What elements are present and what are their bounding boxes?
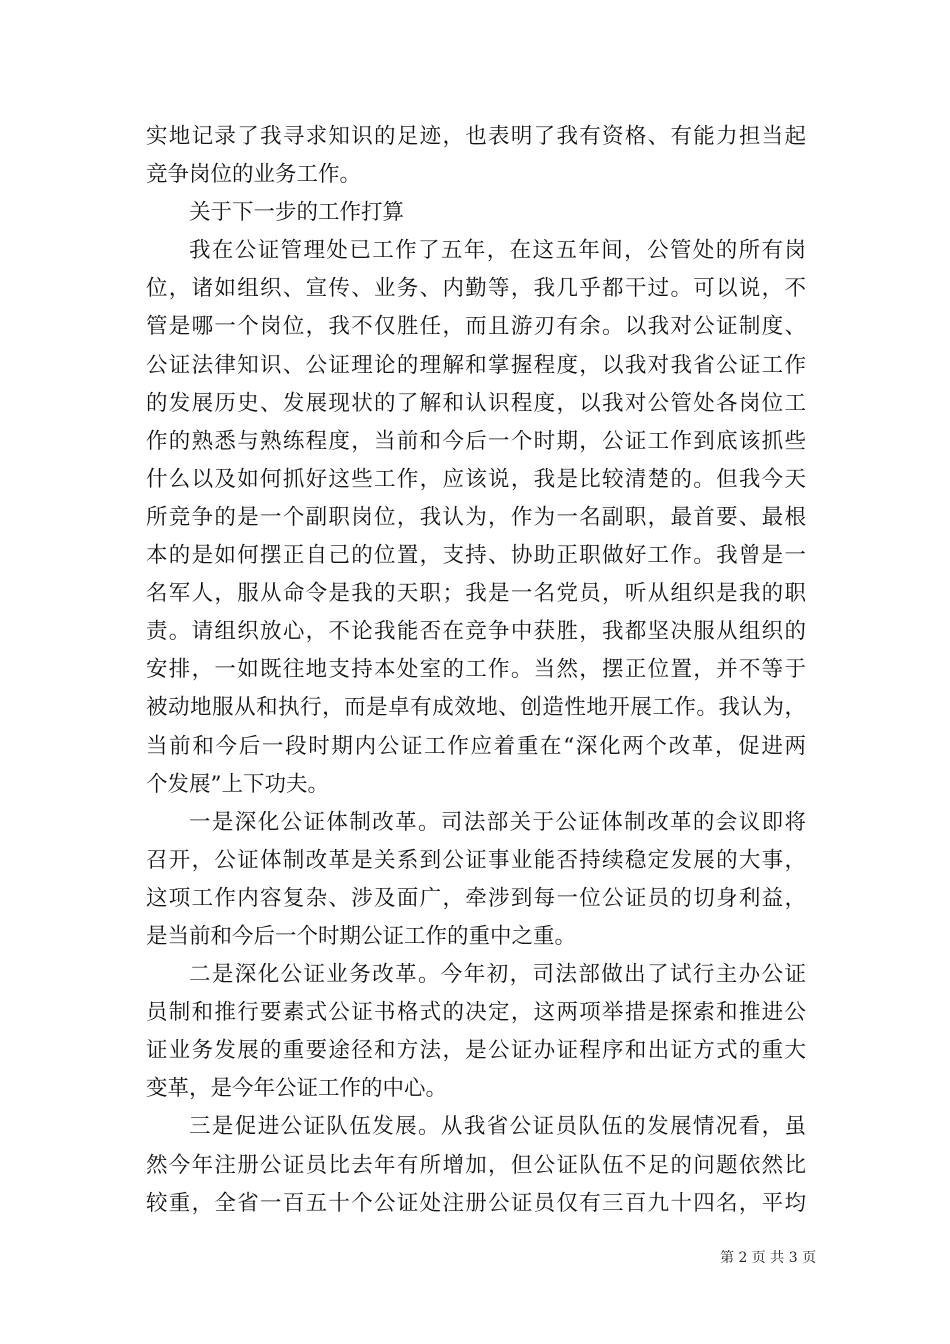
text-line: 当前和今后一段时期内公证工作应着重在“深化两个改革，促进两 bbox=[146, 733, 806, 759]
text-line: 一是深化公证体制改革。司法部关于公证体制改革的会议即将 bbox=[189, 809, 806, 835]
text-line: 变革，是今年公证工作的中心。 bbox=[146, 1076, 448, 1102]
text-line: 证业务发展的重要途径和方法，是公证办证程序和出证方式的重大 bbox=[146, 1038, 806, 1064]
text-line: 个发展”上下功夫。 bbox=[146, 771, 329, 797]
text-line: 然今年注册公证员比去年有所增加，但公证队伍不足的问题依然比 bbox=[146, 1152, 806, 1178]
text-line: 竞争岗位的业务工作。 bbox=[146, 162, 362, 188]
page-number: 第 2 页 共 3 页 bbox=[720, 1250, 817, 1266]
text-line: 责。请组织放心，不论我能否在竞争中获胜，我都坚决服从组织的 bbox=[146, 619, 806, 645]
text-line: 所竞争的是一个副职岗位，我认为，作为一名副职，最首要、最根 bbox=[146, 504, 806, 530]
text-line: 召开，公证体制改革是关系到公证事业能否持续稳定发展的大事， bbox=[146, 847, 806, 873]
text-line: 较重，全省一百五十个公证处注册公证员仅有三百九十四名，平均 bbox=[146, 1190, 806, 1216]
text-line: 位，诸如组织、宣传、业务、内勤等，我几乎都干过。可以说，不 bbox=[146, 276, 806, 302]
text-line: 本的是如何摆正自己的位置，支持、协助正职做好工作。我曾是一 bbox=[146, 543, 806, 569]
document-body bbox=[146, 118, 806, 1223]
text-line: 是当前和今后一个时期公证工作的重中之重。 bbox=[146, 923, 577, 949]
text-line: 公证法律知识、公证理论的理解和掌握程度，以我对我省公证工作 bbox=[146, 352, 806, 378]
text-line: 的发展历史、发展现状的了解和认识程度，以我对公管处各岗位工 bbox=[146, 390, 806, 416]
text-line: 安排，一如既往地支持本处室的工作。当然，摆正位置，并不等于 bbox=[146, 657, 806, 683]
text-line: 这项工作内容复杂、涉及面广，牵涉到每一位公证员的切身利益， bbox=[146, 885, 806, 911]
text-line: 员制和推行要素式公证书格式的决定，这两项举措是探索和推进公 bbox=[146, 1000, 806, 1026]
text-line: 我在公证管理处已工作了五年，在这五年间，公管处的所有岗 bbox=[189, 238, 806, 264]
text-line: 管是哪一个岗位，我不仅胜任，而且游刃有余。以我对公证制度、 bbox=[146, 314, 806, 340]
text-line: 二是深化公证业务改革。今年初，司法部做出了试行主办公证 bbox=[189, 962, 806, 988]
text-line: 什么以及如何抓好这些工作，应该说，我是比较清楚的。但我今天 bbox=[146, 466, 806, 492]
text-line: 名军人，服从命令是我的天职；我是一名党员，听从组织是我的职 bbox=[146, 581, 806, 607]
text-line: 被动地服从和执行，而是卓有成效地、创造性地开展工作。我认为， bbox=[146, 695, 806, 721]
text-line: 三是促进公证队伍发展。从我省公证员队伍的发展情况看，虽 bbox=[189, 1114, 806, 1140]
text-line: 关于下一步的工作打算 bbox=[189, 200, 405, 226]
text-line: 实地记录了我寻求知识的足迹，也表明了我有资格、有能力担当起 bbox=[146, 124, 806, 149]
text-line: 作的熟悉与熟练程度，当前和今后一个时期，公证工作到底该抓些 bbox=[146, 428, 806, 454]
